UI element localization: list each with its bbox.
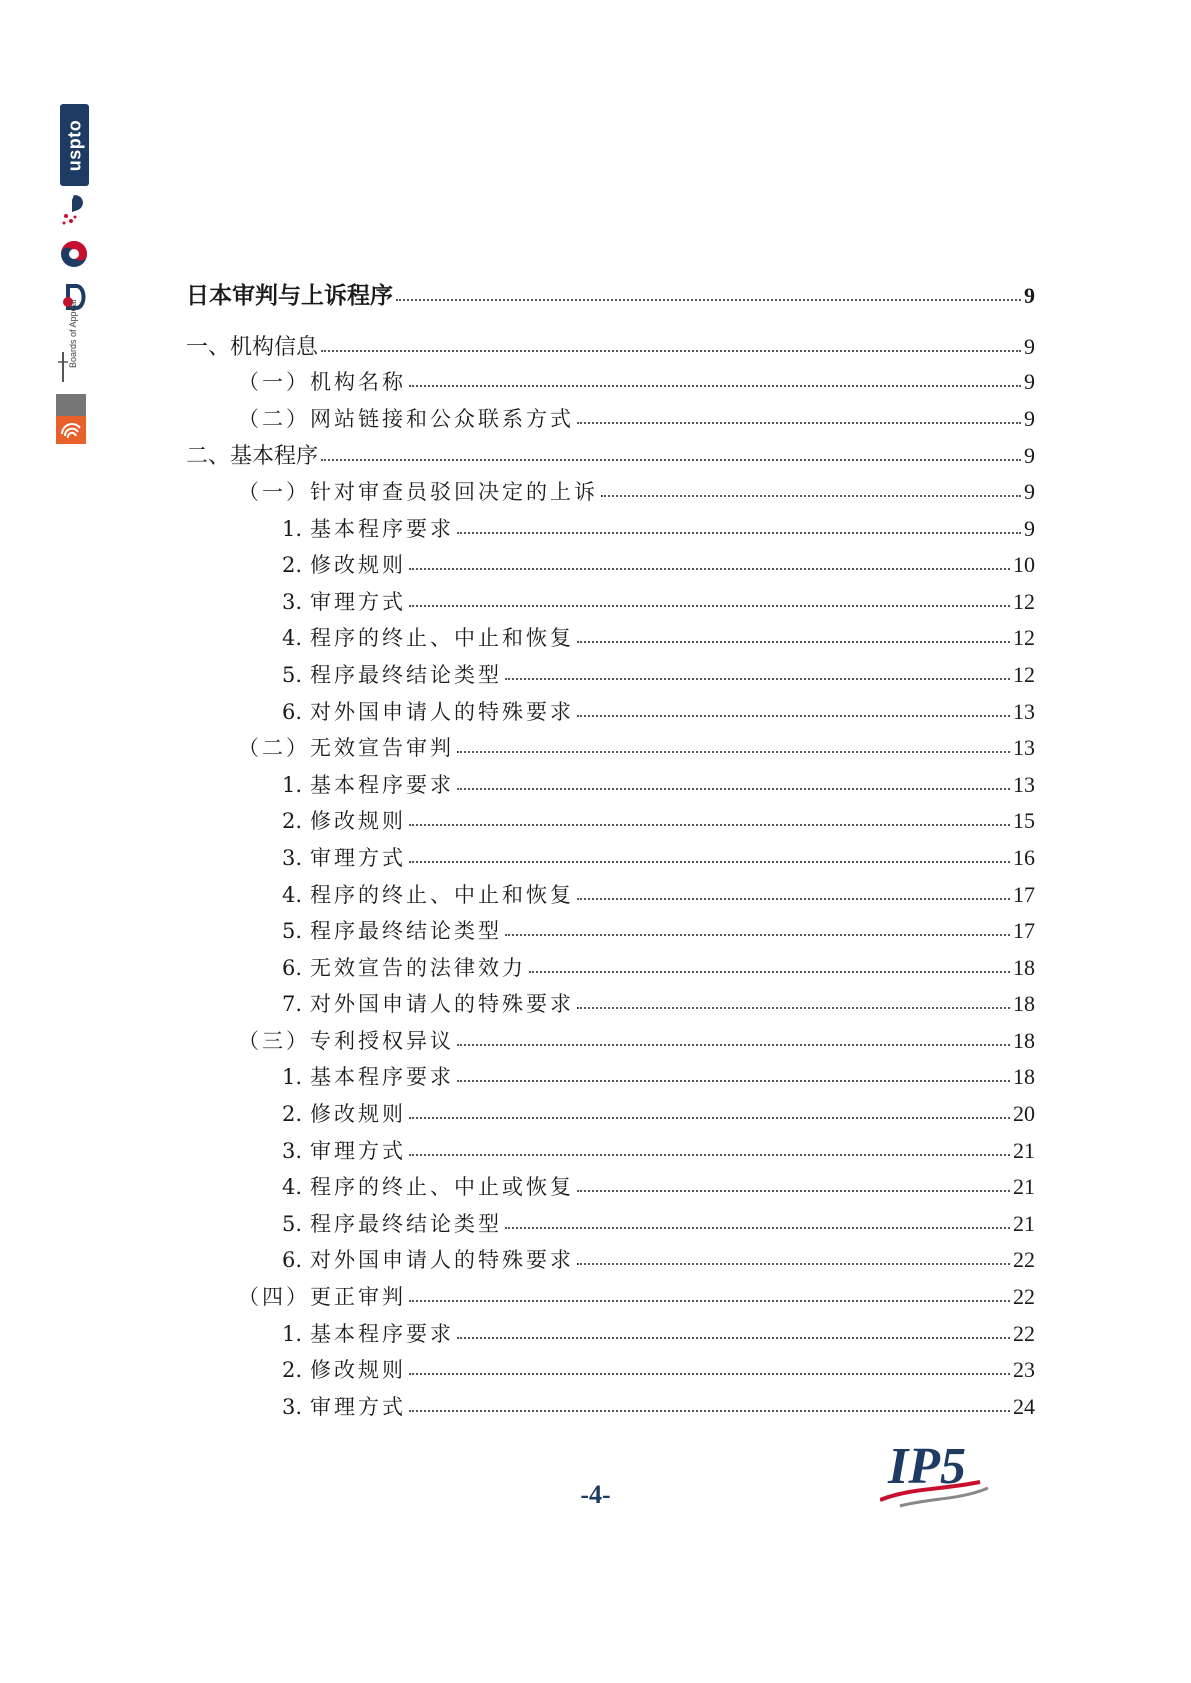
dot-leader xyxy=(457,1044,1010,1046)
toc-entry-title: （一）针对审查员驳回决定的上诉 xyxy=(238,479,598,504)
toc-entry-page: 21 xyxy=(1013,1210,1035,1236)
dot-leader xyxy=(321,459,1021,461)
toc-entry-number: 2. xyxy=(282,1358,303,1383)
epo-logo xyxy=(56,394,86,444)
dot-leader xyxy=(505,1227,1010,1229)
kipo-logo xyxy=(56,236,92,272)
toc-entry-number: 2. xyxy=(282,809,303,834)
toc-entry[interactable] xyxy=(186,1354,1035,1391)
toc-entry[interactable] xyxy=(186,1281,1035,1318)
table-of-contents xyxy=(186,277,1035,1427)
toc-entry-page: 24 xyxy=(1013,1393,1035,1419)
toc-entry-page: 12 xyxy=(1013,588,1035,614)
dot-leader xyxy=(577,422,1021,424)
toc-entry[interactable] xyxy=(186,696,1035,733)
toc-entry-page: 9 xyxy=(1024,369,1035,395)
toc-entry-number: 6. xyxy=(282,699,303,724)
toc-entry[interactable] xyxy=(186,879,1035,916)
dot-leader xyxy=(409,568,1010,570)
dot-leader xyxy=(409,861,1010,863)
toc-entry-number: 3. xyxy=(282,845,303,870)
dot-leader xyxy=(409,1410,1010,1412)
dot-leader xyxy=(409,1154,1010,1156)
toc-entry-page: 10 xyxy=(1013,552,1035,578)
uspto-logo xyxy=(60,104,89,186)
toc-entry-title: （一）机构名称 xyxy=(238,370,406,395)
toc-entry-page: 18 xyxy=(1013,954,1035,980)
toc-entry[interactable] xyxy=(186,769,1035,806)
toc-entry[interactable] xyxy=(186,549,1035,586)
toc-entry-page: 17 xyxy=(1013,881,1035,907)
toc-entry[interactable] xyxy=(186,1171,1035,1208)
toc-entry[interactable] xyxy=(186,1135,1035,1172)
toc-entry-title: 审理方式 xyxy=(310,1394,407,1419)
toc-entry-number: 3. xyxy=(282,1394,303,1419)
toc-entry-title: 修改规则 xyxy=(310,553,407,578)
toc-entry-title: 修改规则 xyxy=(310,1102,407,1127)
dot-leader xyxy=(577,898,1010,900)
dot-leader xyxy=(409,824,1010,826)
toc-entry-page: 18 xyxy=(1013,991,1035,1017)
toc-entry-number: 6. xyxy=(282,1248,303,1273)
dot-leader xyxy=(409,1373,1010,1375)
toc-entry-title: （四）更正审判 xyxy=(238,1285,406,1310)
toc-entry-number: 2. xyxy=(282,1102,303,1127)
page-number: -4- xyxy=(580,1480,611,1509)
toc-entry-title: （二）无效宣告审判 xyxy=(238,736,454,761)
ip5-logo xyxy=(880,1428,990,1513)
toc-entry-number: 1. xyxy=(282,772,303,797)
toc-entry-page: 9 xyxy=(1024,478,1035,504)
toc-entry[interactable] xyxy=(186,476,1035,513)
toc-entry-page: 18 xyxy=(1013,1027,1035,1053)
toc-entry-page: 22 xyxy=(1013,1247,1035,1273)
toc-entry-title: （二）网站链接和公众联系方式 xyxy=(238,406,574,431)
dot-leader xyxy=(457,1080,1010,1082)
toc-entry-page: 20 xyxy=(1013,1101,1035,1127)
dot-leader xyxy=(577,1190,1010,1192)
toc-entry-title: 一、机构信息 xyxy=(186,334,319,360)
toc-entry-page: 9 xyxy=(1024,515,1035,541)
dot-leader xyxy=(577,641,1010,643)
toc-entry[interactable] xyxy=(186,659,1035,696)
dot-leader xyxy=(505,678,1010,680)
toc-entry[interactable] xyxy=(186,1025,1035,1062)
dot-leader xyxy=(601,495,1021,497)
toc-entry-number: 2. xyxy=(282,553,303,578)
toc-entry-number: 6. xyxy=(282,955,303,980)
toc-entry[interactable] xyxy=(186,403,1035,440)
dot-leader xyxy=(396,299,1021,301)
toc-entry[interactable] xyxy=(186,513,1035,550)
dot-leader xyxy=(457,788,1010,790)
toc-entry[interactable] xyxy=(186,732,1035,769)
cnipa-logo xyxy=(56,192,92,228)
dot-leader xyxy=(321,350,1021,352)
dot-leader xyxy=(457,1337,1010,1339)
toc-entry-title: 程序的终止、中止和恢复 xyxy=(310,882,575,907)
toc-entry-page: 13 xyxy=(1013,735,1035,761)
toc-entry[interactable] xyxy=(186,439,1035,476)
toc-entry[interactable] xyxy=(186,586,1035,623)
toc-entry-title: 基本程序要求 xyxy=(310,772,455,797)
toc-entry[interactable] xyxy=(186,1098,1035,1135)
toc-entry[interactable] xyxy=(186,330,1035,367)
toc-entry[interactable] xyxy=(186,1318,1035,1355)
toc-entry-number: 1. xyxy=(282,516,303,541)
ip5-logo-text: IP5 xyxy=(888,1438,966,1495)
toc-entry-title: 基本程序要求 xyxy=(310,1065,455,1090)
toc-entry-title: 程序最终结论类型 xyxy=(310,662,503,687)
toc-entry-title: 修改规则 xyxy=(310,1358,407,1383)
toc-entry-page: 22 xyxy=(1013,1320,1035,1346)
toc-entry-page: 13 xyxy=(1013,771,1035,797)
toc-entry-title: 基本程序要求 xyxy=(310,516,455,541)
toc-entry-number: 3. xyxy=(282,1138,303,1163)
toc-entry-title: 对外国申请人的特殊要求 xyxy=(310,992,575,1017)
dot-leader xyxy=(409,1300,1010,1302)
toc-entries xyxy=(186,330,1035,1428)
toc-entry-title: 审理方式 xyxy=(310,589,407,614)
dot-leader xyxy=(577,715,1010,717)
toc-entry-title: 基本程序要求 xyxy=(310,1321,455,1346)
toc-entry-title: 对外国申请人的特殊要求 xyxy=(310,1248,575,1273)
dot-leader xyxy=(409,605,1010,607)
toc-entry[interactable] xyxy=(186,842,1035,879)
dot-leader xyxy=(577,1263,1010,1265)
toc-entry-title: 无效宣告的法律效力 xyxy=(310,955,527,980)
dot-leader xyxy=(409,385,1021,387)
balance-icon xyxy=(58,352,68,382)
partner-logo-strip xyxy=(56,104,92,484)
toc-entry-number: 1. xyxy=(282,1065,303,1090)
toc-entry-title: 审理方式 xyxy=(310,1138,407,1163)
toc-entry-page: 12 xyxy=(1013,661,1035,687)
toc-heading-title: 日本审判与上诉程序 xyxy=(186,282,393,309)
toc-entry[interactable] xyxy=(186,805,1035,842)
toc-entry-number: 5. xyxy=(282,662,303,687)
dot-leader xyxy=(457,532,1021,534)
toc-entry-number: 7. xyxy=(282,992,303,1017)
toc-entry-page: 9 xyxy=(1024,333,1035,359)
toc-entry-number: 5. xyxy=(282,919,303,944)
toc-entry[interactable] xyxy=(186,366,1035,403)
toc-entry-page: 23 xyxy=(1013,1357,1035,1383)
toc-entry-title: （三）专利授权异议 xyxy=(238,1028,454,1053)
uspto-logo-text: uspto xyxy=(64,119,84,171)
toc-entry-page: 18 xyxy=(1013,1064,1035,1090)
boards-of-appeal-logo xyxy=(56,299,92,384)
toc-entry-page: 9 xyxy=(1024,443,1035,469)
toc-entry[interactable] xyxy=(186,1391,1035,1428)
toc-entry-page: 12 xyxy=(1013,625,1035,651)
boards-of-appeal-text: Boards of Appeal xyxy=(68,299,78,368)
toc-entry-number: 4. xyxy=(282,626,303,651)
toc-heading[interactable] xyxy=(186,277,1035,314)
toc-entry[interactable] xyxy=(186,915,1035,952)
toc-entry-title: 程序的终止、中止或恢复 xyxy=(310,1175,575,1200)
toc-entry[interactable] xyxy=(186,1208,1035,1245)
toc-entry[interactable] xyxy=(186,1244,1035,1281)
dot-leader xyxy=(577,1007,1010,1009)
toc-entry-title: 审理方式 xyxy=(310,845,407,870)
toc-entry-page: 21 xyxy=(1013,1137,1035,1163)
toc-entry-number: 4. xyxy=(282,882,303,907)
dot-leader xyxy=(457,751,1010,753)
toc-entry-number: 5. xyxy=(282,1211,303,1236)
toc-entry-title: 修改规则 xyxy=(310,809,407,834)
toc-entry-title: 程序的终止、中止和恢复 xyxy=(310,626,575,651)
toc-entry-title: 对外国申请人的特殊要求 xyxy=(310,699,575,724)
toc-entry-page: 13 xyxy=(1013,698,1035,724)
toc-heading-page: 9 xyxy=(1024,283,1035,308)
toc-entry-number: 4. xyxy=(282,1175,303,1200)
toc-entry[interactable] xyxy=(186,988,1035,1025)
dot-leader xyxy=(409,1117,1010,1119)
dot-leader xyxy=(505,934,1010,936)
toc-entry-page: 21 xyxy=(1013,1174,1035,1200)
toc-entry-page: 22 xyxy=(1013,1284,1035,1310)
dot-leader xyxy=(529,971,1010,973)
toc-entry-number: 1. xyxy=(282,1321,303,1346)
toc-entry-page: 17 xyxy=(1013,918,1035,944)
toc-entry-number: 3. xyxy=(282,589,303,614)
toc-entry-page: 15 xyxy=(1013,808,1035,834)
toc-entry-title: 程序最终结论类型 xyxy=(310,1211,503,1236)
toc-entry-title: 二、基本程序 xyxy=(186,444,319,470)
toc-entry-title: 程序最终结论类型 xyxy=(310,919,503,944)
toc-entry-page: 16 xyxy=(1013,844,1035,870)
toc-entry-page: 9 xyxy=(1024,405,1035,431)
toc-entry[interactable] xyxy=(186,622,1035,659)
toc-entry[interactable] xyxy=(186,1061,1035,1098)
toc-entry[interactable] xyxy=(186,952,1035,989)
